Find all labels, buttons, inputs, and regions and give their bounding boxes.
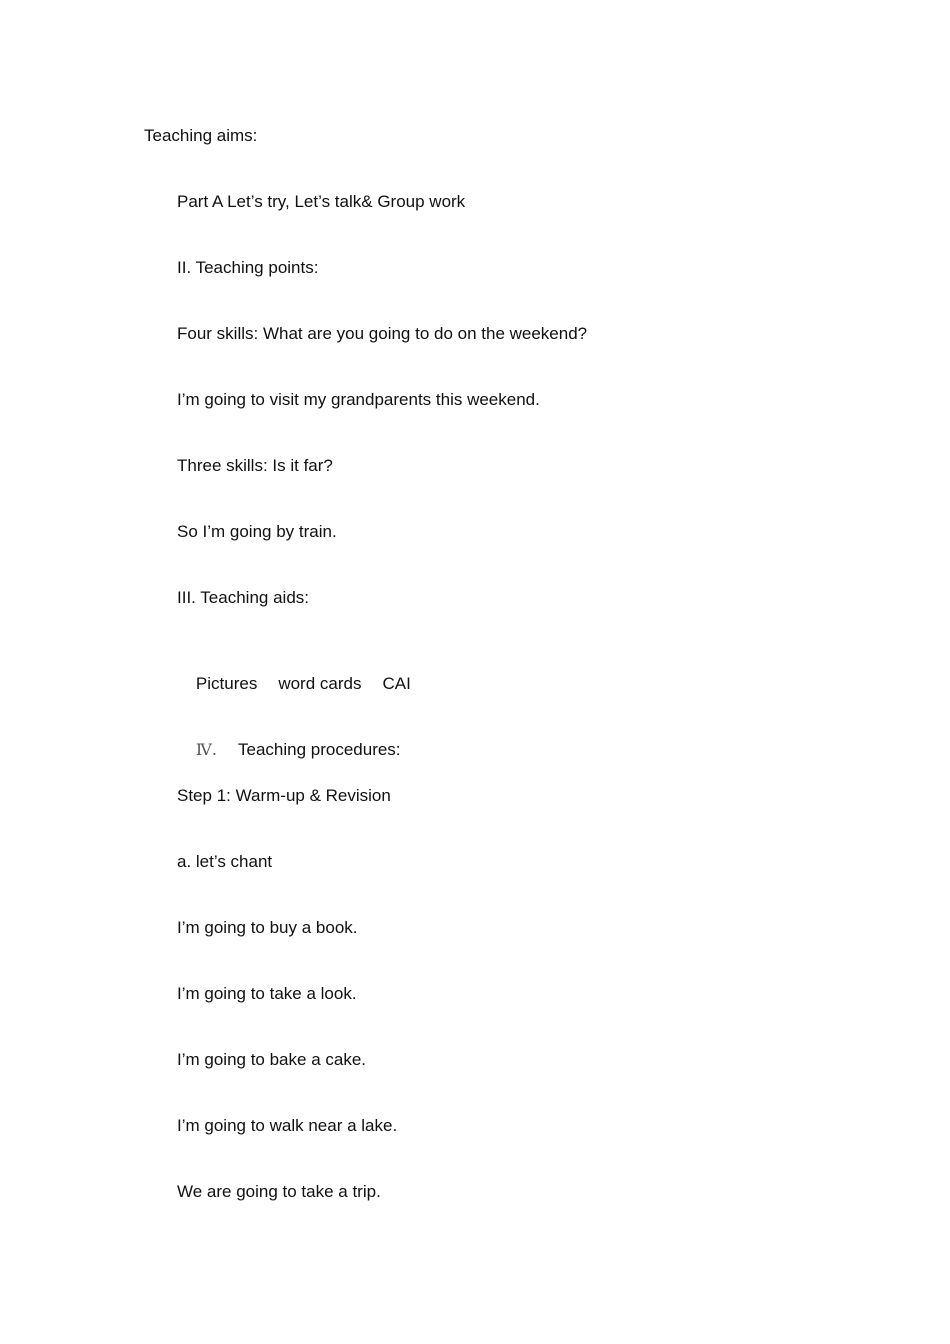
text-line-three-skills: Three skills: Is it far? [177,456,333,475]
chant-line-buy-book: I’m going to buy a book. [177,918,358,937]
teaching-procedures-label: Teaching procedures: [237,740,401,759]
teaching-procedures-heading [177,720,401,780]
aid-pictures: Pictures [195,674,258,693]
text-line-lets-chant: a. let’s chant [177,852,273,871]
chant-line-bake-cake: I’m going to bake a cake. [177,1050,367,1069]
text-line-teaching-points: II. Teaching points: [177,258,319,277]
text-line-step-1: Step 1: Warm-up & Revision [177,786,391,805]
teaching-aids-list [177,654,411,714]
aid-word-cards: word cards [278,674,362,693]
text-line-four-skills: Four skills: What are you going to do on the weekend? [177,324,588,343]
chant-line-walk-lake: I’m going to walk near a lake. [177,1116,398,1135]
roman-numeral-four: Ⅳ. [195,740,217,759]
chant-line-take-look: I’m going to take a look. [177,984,357,1003]
chant-line-take-trip: We are going to take a trip. [177,1182,381,1201]
text-line-by-train: So I’m going by train. [177,522,337,541]
aid-cai: CAI [382,674,411,693]
text-line-teaching-aids: III. Teaching aids: [177,588,309,607]
text-line-visit-grandparents: I’m going to visit my grandparents this weekend. [177,390,540,409]
teaching-aims-heading: Teaching aims: [144,126,258,145]
text-line-part-a: Part A Let’s try, Let’s talk& Group work [177,192,466,211]
